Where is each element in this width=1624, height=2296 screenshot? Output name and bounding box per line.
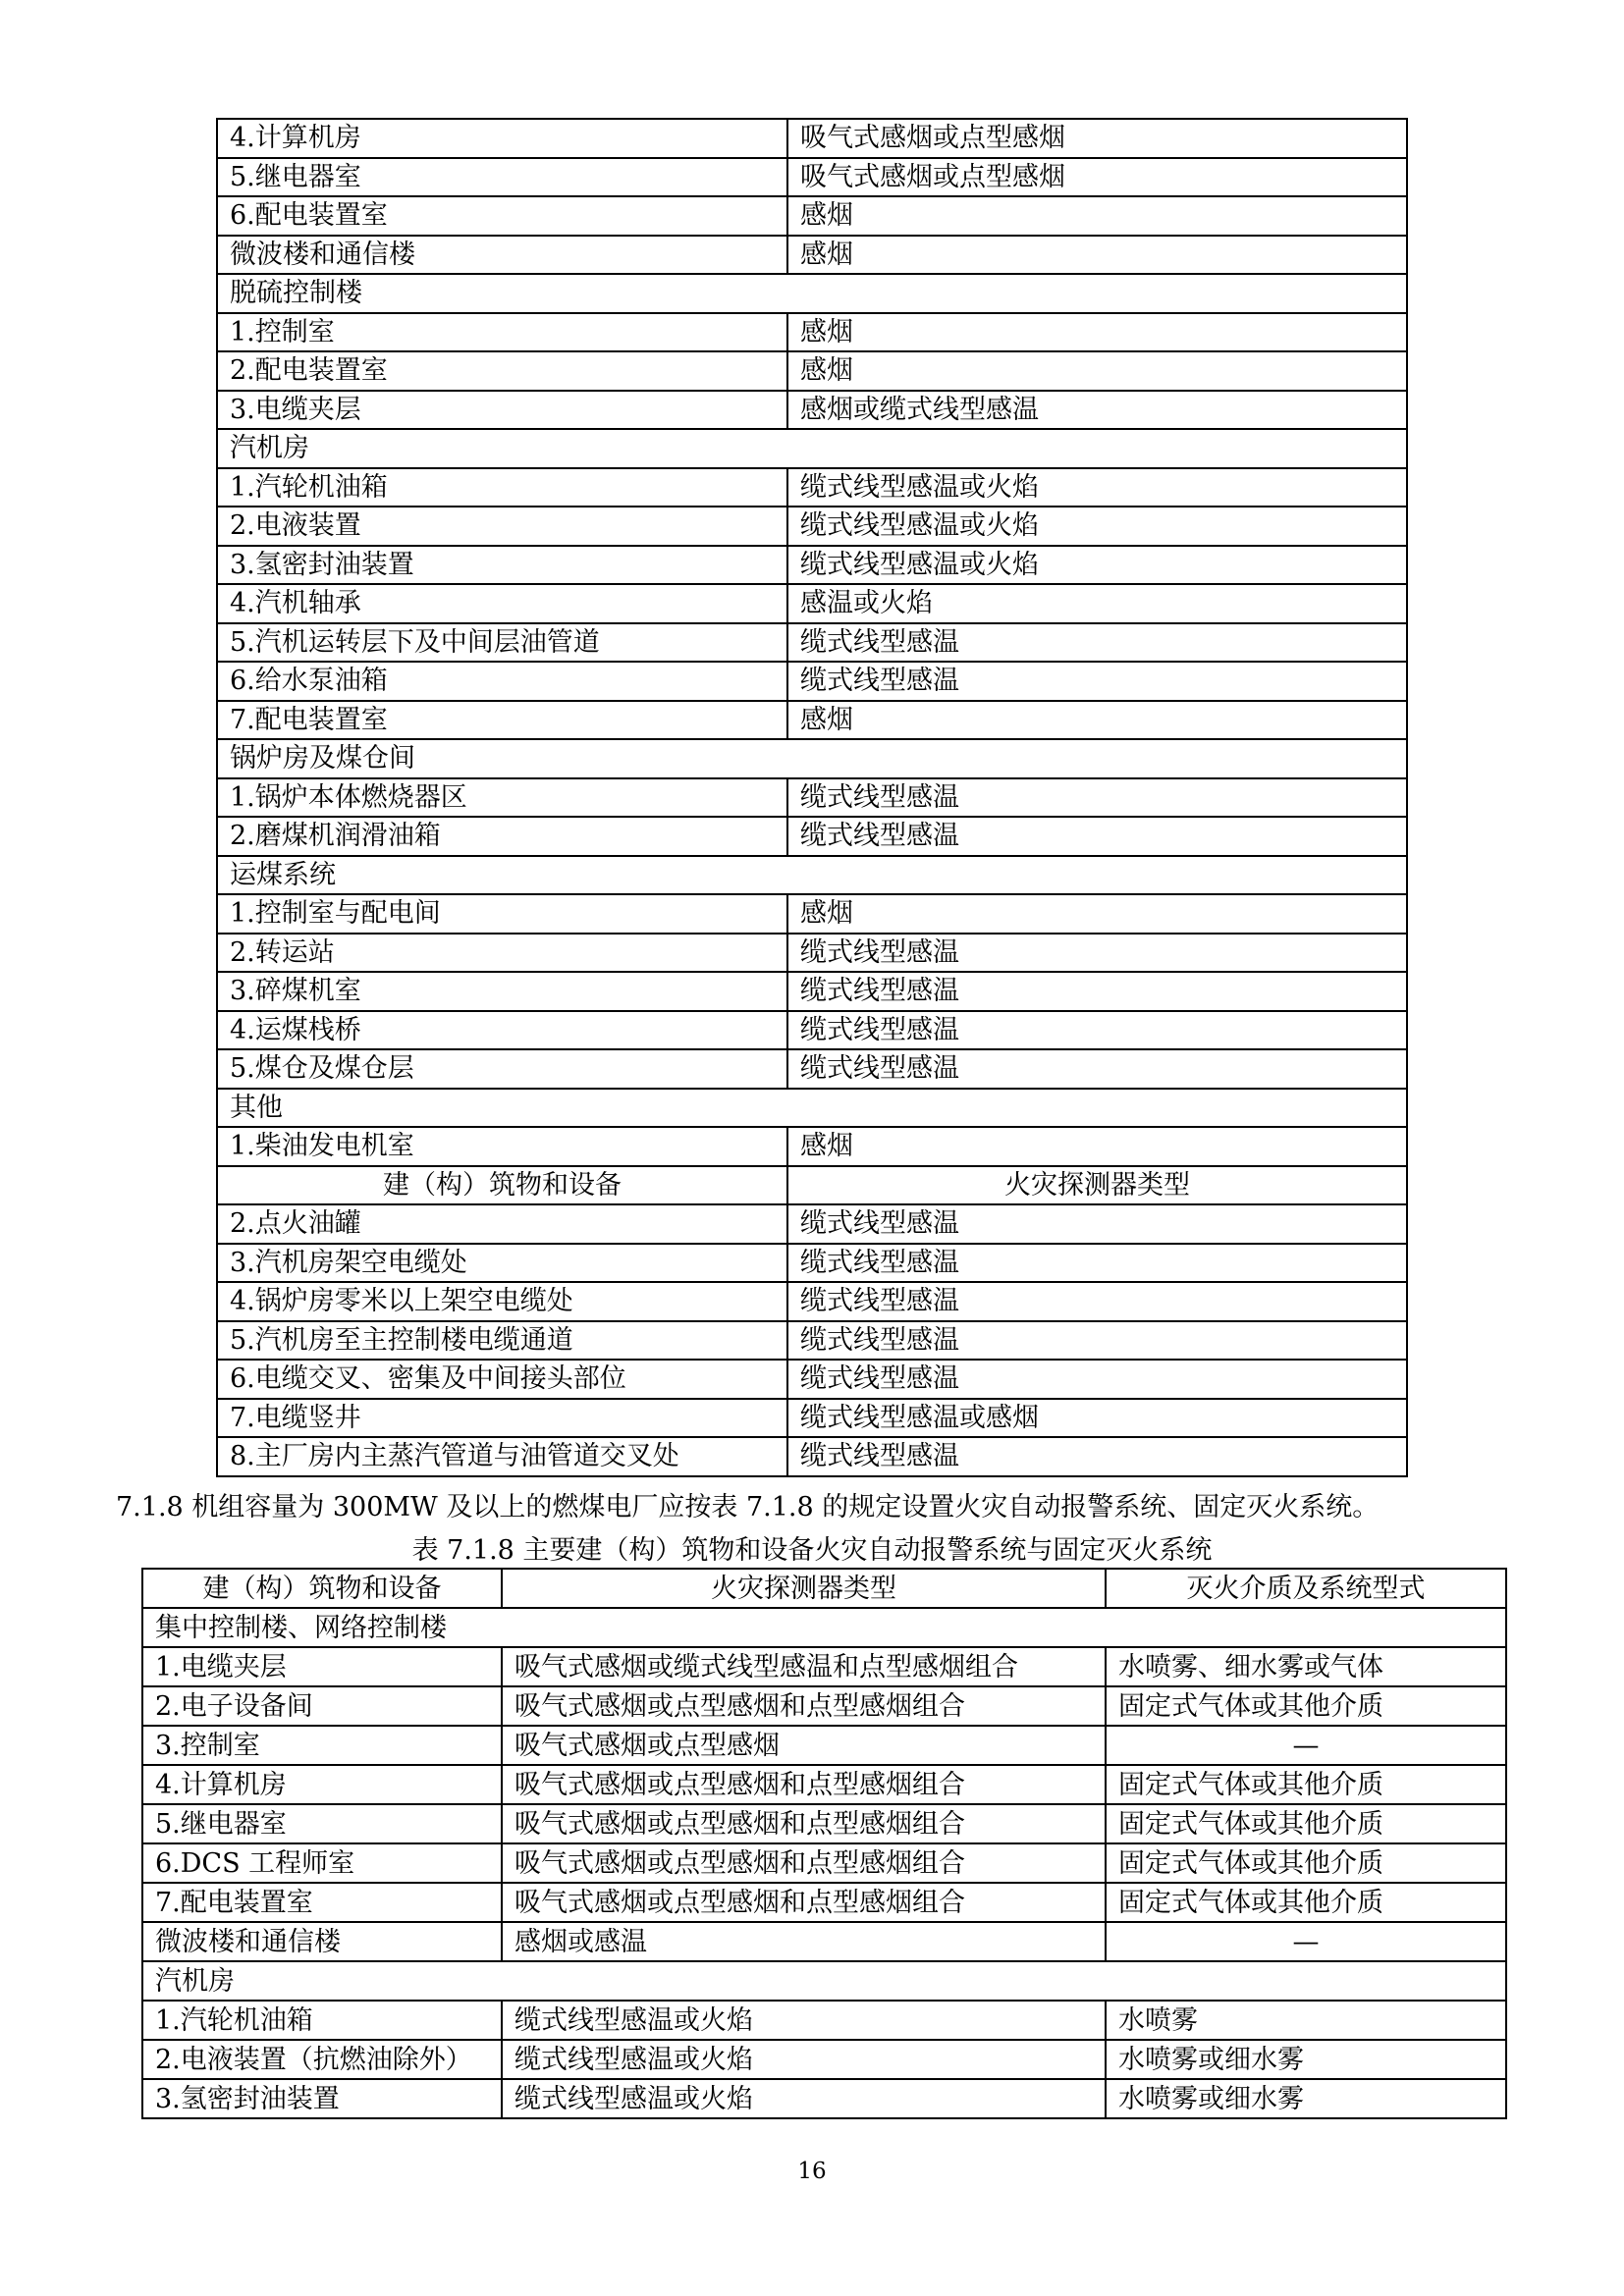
detector-table-continued xyxy=(216,118,1408,1477)
table-row xyxy=(142,1765,1506,1804)
table-cell: 8.主厂房内主蒸汽管道与油管道交叉处 xyxy=(217,1437,787,1476)
table-row xyxy=(217,546,1407,585)
header-cell: 火灾探测器类型 xyxy=(787,1166,1407,1205)
section-heading-cell: 脱硫控制楼 xyxy=(217,274,1407,313)
table-cell: 缆式线型感温 xyxy=(787,662,1407,701)
table-cell: 水喷雾 xyxy=(1106,2001,1506,2040)
table-cell: 缆式线型感温 xyxy=(787,1321,1407,1361)
table-caption: 表 7.1.8 主要建（构）筑物和设备火灾自动报警系统与固定灭火系统 xyxy=(411,1535,1213,1566)
table-section-row xyxy=(217,274,1407,313)
header-cell: 建（构）筑物和设备 xyxy=(217,1166,787,1205)
table-cell: 3.碎煤机室 xyxy=(217,972,787,1011)
table-cell: 感温或火焰 xyxy=(787,584,1407,623)
table-row xyxy=(217,972,1407,1011)
table-cell: 吸气式感烟或点型感烟和点型感烟组合 xyxy=(502,1686,1106,1726)
page-number: 16 xyxy=(797,2159,827,2184)
table-cell: 2.电液装置（抗燃油除外） xyxy=(142,2040,502,2079)
table-cell: 1.控制室与配电间 xyxy=(217,894,787,934)
table-cell: 吸气式感烟或缆式线型感温和点型感烟组合 xyxy=(502,1647,1106,1686)
table-row xyxy=(217,507,1407,546)
table-cell: 缆式线型感温或火焰 xyxy=(502,2001,1106,2040)
table-cell: 3.汽机房架空电缆处 xyxy=(217,1244,787,1283)
table-cell: 1.控制室 xyxy=(217,313,787,352)
table-section-row xyxy=(142,1961,1506,2001)
table-cell: 2.磨煤机润滑油箱 xyxy=(217,817,787,856)
table-cell: — xyxy=(1106,1726,1506,1765)
table-row xyxy=(217,701,1407,740)
table-cell: 1.汽轮机油箱 xyxy=(217,468,787,507)
table-cell: 3.氢密封油装置 xyxy=(142,2079,502,2118)
table-cell: 3.控制室 xyxy=(142,1726,502,1765)
table-cell: 5.继电器室 xyxy=(142,1804,502,1843)
table-cell: 6.电缆交叉、密集及中间接头部位 xyxy=(217,1360,787,1399)
table-row xyxy=(217,196,1407,236)
table-cell: 缆式线型感温或火焰 xyxy=(787,507,1407,546)
table-cell: 固定式气体或其他介质 xyxy=(1106,1686,1506,1726)
table-row xyxy=(217,1360,1407,1399)
table-cell: 吸气式感烟或点型感烟 xyxy=(787,158,1407,197)
table-row xyxy=(217,391,1407,430)
table-cell: 感烟 xyxy=(787,1127,1407,1166)
table-cell: 感烟 xyxy=(787,313,1407,352)
section-heading-cell: 集中控制楼、网络控制楼 xyxy=(142,1608,1506,1647)
table-row xyxy=(217,158,1407,197)
table-cell: 1.汽轮机油箱 xyxy=(142,2001,502,2040)
table-row xyxy=(142,1843,1506,1883)
table-cell: 水喷雾或细水雾 xyxy=(1106,2040,1506,2079)
table-cell: 4.锅炉房零米以上架空电缆处 xyxy=(217,1282,787,1321)
table-cell: 缆式线型感温 xyxy=(787,817,1407,856)
table-cell: 5.汽机房至主控制楼电缆通道 xyxy=(217,1321,787,1361)
table-cell: 感烟 xyxy=(787,351,1407,391)
table-section-row xyxy=(142,1608,1506,1647)
table-header-row xyxy=(142,1569,1506,1608)
table-row xyxy=(217,236,1407,275)
table-cell: 7.配电装置室 xyxy=(142,1883,502,1922)
table-cell: 缆式线型感温或感烟 xyxy=(787,1399,1407,1438)
table-row xyxy=(217,1437,1407,1476)
table-row xyxy=(217,468,1407,507)
section-heading-cell: 其他 xyxy=(217,1089,1407,1128)
table-section-row xyxy=(217,429,1407,468)
table-row xyxy=(142,1883,1506,1922)
table-cell: 6.配电装置室 xyxy=(217,196,787,236)
table-section-row xyxy=(217,1089,1407,1128)
table-cell: 缆式线型感温 xyxy=(787,1360,1407,1399)
table-row xyxy=(217,1049,1407,1089)
table-cell: 缆式线型感温 xyxy=(787,1244,1407,1283)
table-cell: 感烟 xyxy=(787,196,1407,236)
table-cell: 吸气式感烟或点型感烟 xyxy=(502,1726,1106,1765)
table-cell: 固定式气体或其他介质 xyxy=(1106,1804,1506,1843)
section-heading-cell: 运煤系统 xyxy=(217,856,1407,895)
table-cell: 固定式气体或其他介质 xyxy=(1106,1843,1506,1883)
table-cell: 7.配电装置室 xyxy=(217,701,787,740)
table-row xyxy=(217,1204,1407,1244)
table-row xyxy=(217,894,1407,934)
section-heading-cell: 汽机房 xyxy=(217,429,1407,468)
table-cell: 缆式线型感温 xyxy=(787,934,1407,973)
table-cell: 4.运煤栈桥 xyxy=(217,1011,787,1050)
table-cell: 5.继电器室 xyxy=(217,158,787,197)
table-cell: 6.DCS 工程师室 xyxy=(142,1843,502,1883)
table-cell: 6.给水泵油箱 xyxy=(217,662,787,701)
table-cell: 固定式气体或其他介质 xyxy=(1106,1883,1506,1922)
table-row xyxy=(217,778,1407,818)
table-cell: 固定式气体或其他介质 xyxy=(1106,1765,1506,1804)
table-row xyxy=(142,2001,1506,2040)
table-cell: 缆式线型感温 xyxy=(787,1437,1407,1476)
table-cell: 吸气式感烟或点型感烟和点型感烟组合 xyxy=(502,1883,1106,1922)
table-cell: 缆式线型感温或火焰 xyxy=(502,2040,1106,2079)
table-cell: 4.计算机房 xyxy=(217,119,787,158)
table-cell: 吸气式感烟或点型感烟和点型感烟组合 xyxy=(502,1843,1106,1883)
table-row xyxy=(217,623,1407,663)
table-section-row xyxy=(217,739,1407,778)
table-cell: 微波楼和通信楼 xyxy=(217,236,787,275)
table-cell: 缆式线型感温 xyxy=(787,1282,1407,1321)
table-cell: 感烟或缆式线型感温 xyxy=(787,391,1407,430)
table-row xyxy=(217,817,1407,856)
header-cell: 灭火介质及系统型式 xyxy=(1106,1569,1506,1608)
table-cell: 吸气式感烟或点型感烟和点型感烟组合 xyxy=(502,1765,1106,1804)
table-row xyxy=(142,2079,1506,2118)
table-row xyxy=(217,1282,1407,1321)
header-cell: 建（构）筑物和设备 xyxy=(142,1569,502,1608)
section-heading-cell: 汽机房 xyxy=(142,1961,1506,2001)
alarm-extinguishing-table xyxy=(141,1568,1507,2119)
section-heading-cell: 锅炉房及煤仓间 xyxy=(217,739,1407,778)
table-cell: 缆式线型感温 xyxy=(787,623,1407,663)
table-cell: 1.电缆夹层 xyxy=(142,1647,502,1686)
table-row xyxy=(142,1804,1506,1843)
table-section-row xyxy=(217,856,1407,895)
header-cell: 火灾探测器类型 xyxy=(502,1569,1106,1608)
table-row xyxy=(142,1726,1506,1765)
table-row xyxy=(217,1011,1407,1050)
table-cell: 2.点火油罐 xyxy=(217,1204,787,1244)
table-row xyxy=(217,1244,1407,1283)
table-row xyxy=(217,313,1407,352)
table-cell: 7.电缆竖井 xyxy=(217,1399,787,1438)
table-row xyxy=(217,351,1407,391)
table-cell: 1.柴油发电机室 xyxy=(217,1127,787,1166)
table-cell: 感烟 xyxy=(787,894,1407,934)
alarm-table-body xyxy=(142,1569,1506,2118)
table-row xyxy=(217,934,1407,973)
clause-7-1-8: 7.1.8 机组容量为 300MW 及以上的燃煤电厂应按表 7.1.8 的规定设置火灾自动报警系统、固定灭火系统。 xyxy=(116,1492,1380,1522)
table-cell: — xyxy=(1106,1922,1506,1961)
table-cell: 缆式线型感温 xyxy=(787,1204,1407,1244)
table-cell: 5.汽机运转层下及中间层油管道 xyxy=(217,623,787,663)
table-cell: 2.转运站 xyxy=(217,934,787,973)
table-row xyxy=(217,119,1407,158)
table-row xyxy=(142,1647,1506,1686)
table-row xyxy=(142,1686,1506,1726)
table-cell: 3.电缆夹层 xyxy=(217,391,787,430)
table-row xyxy=(217,1127,1407,1166)
table-cell: 吸气式感烟或点型感烟 xyxy=(787,119,1407,158)
table-cell: 1.锅炉本体燃烧器区 xyxy=(217,778,787,818)
table-cell: 水喷雾或细水雾 xyxy=(1106,2079,1506,2118)
table-row xyxy=(142,1922,1506,1961)
table-cell: 4.计算机房 xyxy=(142,1765,502,1804)
table-cell: 微波楼和通信楼 xyxy=(142,1922,502,1961)
table-cell: 吸气式感烟或点型感烟和点型感烟组合 xyxy=(502,1804,1106,1843)
table-cell: 感烟或感温 xyxy=(502,1922,1106,1961)
table-cell: 水喷雾、细水雾或气体 xyxy=(1106,1647,1506,1686)
table-row xyxy=(142,2040,1506,2079)
table-cell: 缆式线型感温 xyxy=(787,1049,1407,1089)
table-cell: 缆式线型感温或火焰 xyxy=(502,2079,1106,2118)
table-row xyxy=(217,662,1407,701)
table-cell: 4.汽机轴承 xyxy=(217,584,787,623)
table-cell: 5.煤仓及煤仓层 xyxy=(217,1049,787,1089)
detector-table-body xyxy=(217,119,1407,1476)
table-header-row xyxy=(217,1166,1407,1205)
table-row xyxy=(217,1321,1407,1361)
table-cell: 感烟 xyxy=(787,236,1407,275)
table-row xyxy=(217,584,1407,623)
table-cell: 3.氢密封油装置 xyxy=(217,546,787,585)
table-cell: 缆式线型感温 xyxy=(787,1011,1407,1050)
table-cell: 2.配电装置室 xyxy=(217,351,787,391)
table-cell: 感烟 xyxy=(787,701,1407,740)
table-cell: 2.电子设备间 xyxy=(142,1686,502,1726)
table-cell: 缆式线型感温 xyxy=(787,972,1407,1011)
table-cell: 缆式线型感温 xyxy=(787,778,1407,818)
table-cell: 缆式线型感温或火焰 xyxy=(787,468,1407,507)
table-row xyxy=(217,1399,1407,1438)
table-cell: 2.电液装置 xyxy=(217,507,787,546)
table-cell: 缆式线型感温或火焰 xyxy=(787,546,1407,585)
